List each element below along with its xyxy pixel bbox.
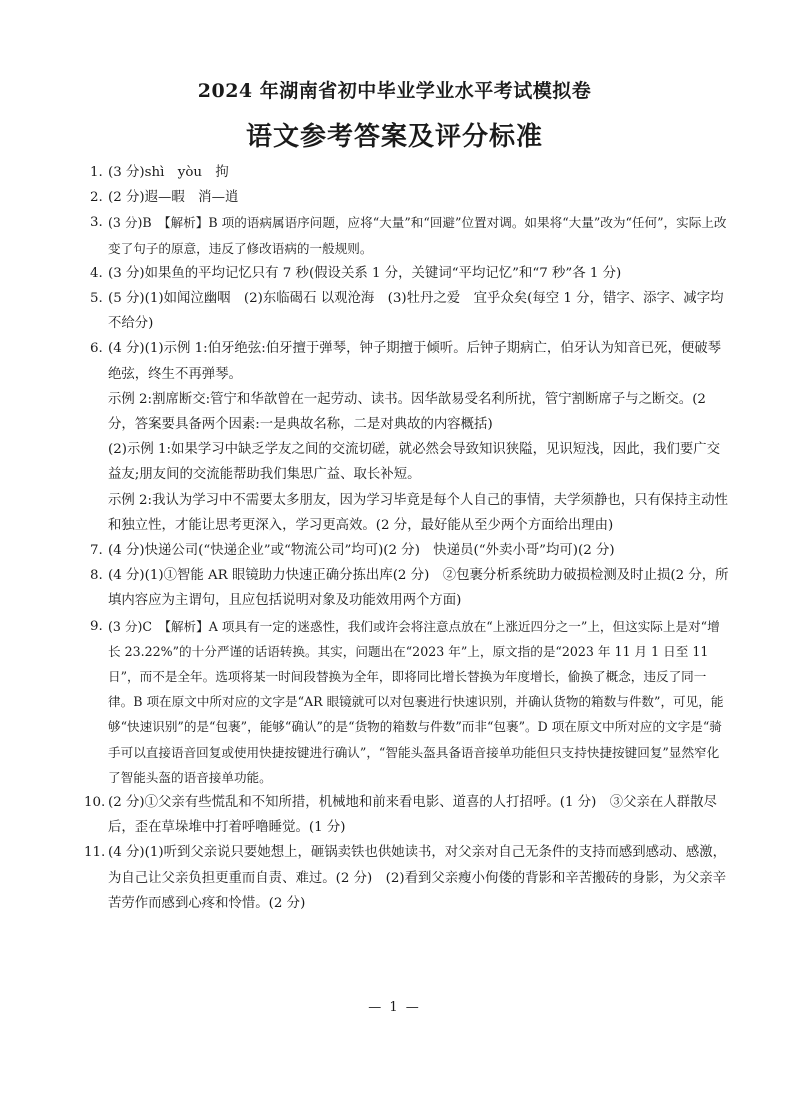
answer-item-5 [90, 286, 729, 336]
answer-item-11 [84, 840, 729, 916]
answer-text: (2 分)遐—暇 消—逍 [108, 190, 239, 206]
answer-text: (5 分)(1)如闻泣幽咽 (2)东临碣石 以观沧海 (3)牡丹之爱 宜乎众矣(每空 1 分，错字、添字、减字均不给分) [108, 291, 724, 332]
item-number: 9. [90, 618, 103, 634]
answer-key-title: 语文参考答案及评分标准 [245, 122, 543, 152]
answer-item-6 [90, 336, 729, 538]
answer-text: (3 分)C 【解析】A 项具有一定的迷惑性，我们或许会将注意点放在“上涨近四分之一”上，但这实际上是对“增长 23.22%”的十分严谨的话语转换。其实，问题出在“2023 年”上，原文指的是“2023 年 11 月 1 日至 11 日”，而不是全年。选项将某一时间段替换为全年，即将同比增长替换为年度增长，偷换了概念，违反了同一律。B 项在原文中所对应的文字是“AR 眼镜就可以对包裹进行快速识别，并确认货物的箱数与件数”，可见，能够“快速识别”的是“包裹”，能够“确认”的是“货物的箱数与件数”而非“包裹”。D 项在原文中所对应的文字是“骑手可以直接语音回复或使用快捷按键进行确认”，“智能头盔具备语音接单功能但只支持快捷按键回复”显然窄化了智能头盔的语音接单功能。 [108, 618, 724, 785]
exam-title: 2024 年湖南省初中毕业学业水平考试模拟卷 [197, 80, 592, 102]
item-number: 1. [90, 165, 103, 180]
answer-text: 示例 2:割席断交:管宁和华歆曾在一起劳动、读书。因华歆易受名利所扰，管宁割断席子与之断交。(2 分，答案要具备两个因素:一是典故名称，二是对典故的内容概括) [108, 391, 706, 433]
item-number: 5. [90, 291, 103, 307]
answer-list [84, 160, 729, 916]
page-number: — 1 — [368, 1000, 421, 1015]
answer-text: (4 分)(1)听到父亲说只要她想上，砸锅卖铁也供她读书，对父亲对自己无条件的支持而感到感动、感激，为自己让父亲负担更重而自责、难过。(2 分) (2)看到父亲瘦小佝偻的背影和辛苦搬砖的身影，为父亲辛苦劳作而感到心疼和怜惜。(2 分) [108, 845, 726, 911]
answer-text: (2)示例 1:如果学习中缺乏学友之间的交流切磋，就必然会导致知识狭隘，见识短浅，因此，我们要广交益友;朋友间的交流能帮助我们集思广益、取长补短。 [108, 442, 721, 483]
answer-item-2 [90, 185, 729, 210]
answer-item-7 [90, 538, 729, 563]
answer-item-4 [90, 261, 729, 286]
answer-text: (3 分)B 【解析】B 项的语病属语序问题，应将“大量”和“回避”位置对调。如果将“大量”改为“任何”，实际上改变了句子的原意，违反了修改语病的一般规则。 [108, 215, 727, 256]
answer-text: (2 分)①父亲有些慌乱和不知所措，机械地和前来看电影、道喜的人打招呼。(1 分) ③父亲在人群散尽后，歪在草垛堆中打着呼噜睡觉。(1 分) [108, 795, 717, 836]
answer-text: (4 分)快递公司(“快递企业”或“物流公司”均可)(2 分) 快递员(“外卖小哥”均可)(2 分) [108, 543, 615, 559]
item-number: 3. [90, 215, 103, 231]
item-number: 11. [84, 845, 106, 861]
answer-text: (3 分)如果鱼的平均记忆只有 7 秒(假设关系 1 分，关键词“平均记忆”和“7 秒”各 1 分) [108, 265, 622, 281]
answer-item-8 [90, 563, 729, 613]
answer-text: 示例 2:我认为学习中不需要太多朋友，因为学习毕竟是每个人自己的事情，夫学须静也，只有保持主动性和独立性，才能让思考更深入，学习更高效。(2 分，最好能从至少两个方面给出理由) [108, 492, 728, 533]
item-number: 10. [84, 795, 106, 811]
item-number: 4. [90, 265, 103, 281]
item-number: 7. [90, 543, 103, 559]
answer-item-9 [90, 614, 729, 790]
answer-item-3 [90, 210, 729, 260]
answer-item-10 [84, 790, 729, 840]
item-number: 6. [90, 341, 103, 357]
item-number: 2. [90, 190, 103, 206]
answer-text: (4 分)(1)①智能 AR 眼镜助力快速正确分拣出库(2 分) ②包裹分析系统助力破损检测及时止损(2 分，所填内容应为主谓句，且应包括说明对象及功能效用两个方面) [108, 568, 729, 609]
answer-text: (4 分)(1)示例 1:伯牙绝弦:伯牙擅于弹琴，钟子期擅于倾听。后钟子期病亡，伯牙认为知音已死，便破琴绝弦，终生不再弹琴。 [108, 341, 722, 382]
item-number: 8. [90, 568, 103, 584]
answer-text: (3 分)shì yòu 拘 [108, 165, 229, 180]
answer-item-1 [90, 160, 729, 185]
